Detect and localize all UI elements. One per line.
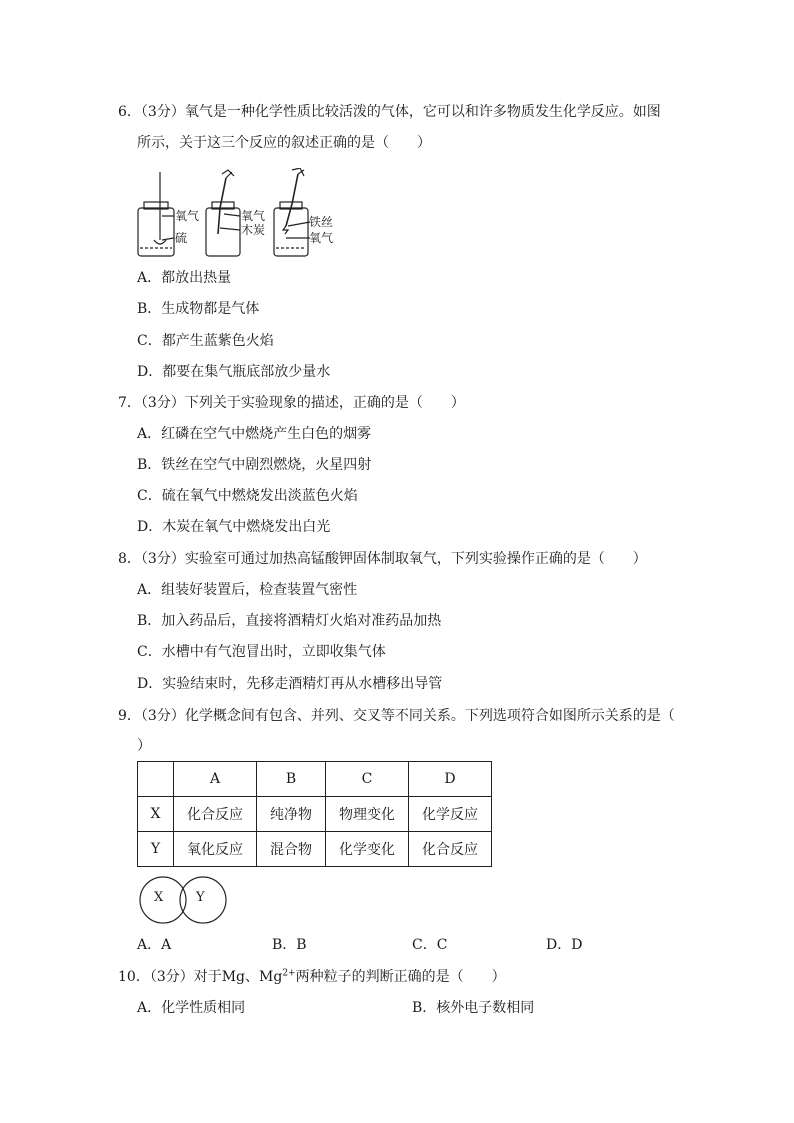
- table-cell: 混合物: [257, 832, 326, 867]
- table-header-cell: A: [174, 762, 257, 797]
- jar-1: [138, 208, 174, 256]
- crucible-tongs: [218, 178, 226, 234]
- q7-option-c[interactable]: C．硫在氧气中燃烧发出淡蓝色火焰: [137, 488, 358, 504]
- table-cell: 物理变化: [326, 797, 409, 832]
- q10-stem-before: 10．（3分）对于Mg、Mg: [118, 969, 283, 985]
- table-cell: 化学反应: [409, 797, 492, 832]
- label-jar3-iron-wire: 铁丝: [309, 215, 334, 229]
- q6-option-c[interactable]: C．都产生蓝紫色火焰: [137, 333, 274, 349]
- q9-stem-line2: ）: [137, 738, 151, 754]
- q9-option-d[interactable]: D．D: [546, 937, 583, 953]
- table-cell: X: [138, 797, 174, 832]
- label-jar2-oxygen: 氧气: [241, 209, 266, 223]
- q7-stem: 7．（3分）下列关于实验现象的描述，正确的是（ ）: [118, 395, 465, 411]
- q9-option-a[interactable]: A．A: [137, 937, 172, 953]
- table-header-cell: B: [257, 762, 326, 797]
- q9-option-b[interactable]: B．B: [272, 937, 307, 953]
- table-cell: Y: [138, 832, 174, 867]
- q9-venn-diagram: [138, 874, 230, 926]
- q10-stem-after: 两种粒子的判断正确的是（ ）: [295, 969, 506, 985]
- table-header-cell: D: [409, 762, 492, 797]
- q10-option-b[interactable]: B．核外电子数相同: [412, 1000, 535, 1016]
- label-jar2-charcoal: 木炭: [241, 223, 266, 237]
- venn-label-x: X: [154, 890, 164, 905]
- iron-wire-coil: [283, 226, 288, 234]
- table-row: [138, 797, 492, 832]
- q7-option-d[interactable]: D．木炭在氧气中燃烧发出白光: [137, 519, 331, 535]
- q6-stem-line1: 6．（3分）氧气是一种化学性质比较活泼的气体，它可以和许多物质发生化学反应。如图: [118, 104, 661, 120]
- q8-option-d[interactable]: D．实验结束时，先移走酒精灯再从水槽移出导管: [137, 676, 443, 692]
- iron-wire-holder: [286, 174, 298, 226]
- label-jar3-oxygen: 氧气: [309, 231, 334, 245]
- table-cell: 化合反应: [174, 797, 257, 832]
- q10-stem: [118, 967, 506, 987]
- table-header-row: [138, 762, 492, 797]
- table-cell: 氧化反应: [174, 832, 257, 867]
- venn-label-y: Y: [196, 890, 205, 905]
- jar-3: [274, 208, 308, 256]
- spoon-cup: [154, 240, 166, 244]
- q6-option-b[interactable]: B．生成物都是气体: [137, 301, 260, 317]
- q8-option-c[interactable]: C．水槽中有气泡冒出时，立即收集气体: [137, 644, 386, 660]
- tongs-handle: [222, 170, 234, 178]
- q6-stem-line2: 所示，关于这三个反应的叙述正确的是（ ）: [137, 135, 431, 151]
- table-header-cell: [138, 762, 174, 797]
- q8-stem: 8．（3分）实验室可通过加热高锰酸钾固体制取氧气，下列实验操作正确的是（ ）: [118, 551, 647, 567]
- q6-option-a[interactable]: A．都放出热量: [137, 270, 232, 286]
- table-cell: 纯净物: [257, 797, 326, 832]
- table-cell: 化学变化: [326, 832, 409, 867]
- q7-option-a[interactable]: A．红磷在空气中燃烧产生白色的烟雾: [137, 426, 372, 442]
- table-header-cell: C: [326, 762, 409, 797]
- q8-option-a[interactable]: A．组装好装置后，检查装置气密性: [137, 582, 358, 598]
- q6-apparatus-figure: [134, 168, 344, 260]
- q10-option-a[interactable]: A．化学性质相同: [137, 1000, 246, 1016]
- label-jar1-sulfur: 硫: [175, 231, 188, 245]
- q6-option-d[interactable]: D．都要在集气瓶底部放少量水: [137, 364, 331, 380]
- q9-option-c[interactable]: C．C: [412, 937, 448, 953]
- q9-concept-table: [137, 761, 492, 867]
- q8-option-b[interactable]: B．加入药品后，直接将酒精灯火焰对准药品加热: [137, 613, 442, 629]
- q10-ion-charge: 2+: [282, 968, 296, 979]
- table-row: [138, 832, 492, 867]
- q7-option-b[interactable]: B．铁丝在空气中剧烈燃烧，火星四射: [137, 457, 372, 473]
- label-jar1-oxygen: 氧气: [175, 209, 200, 223]
- table-cell: 化合反应: [409, 832, 492, 867]
- q9-stem-line1: 9．（3分）化学概念间有包含、并列、交叉等不同关系。下列选项符合如图所示关系的是（: [118, 708, 675, 724]
